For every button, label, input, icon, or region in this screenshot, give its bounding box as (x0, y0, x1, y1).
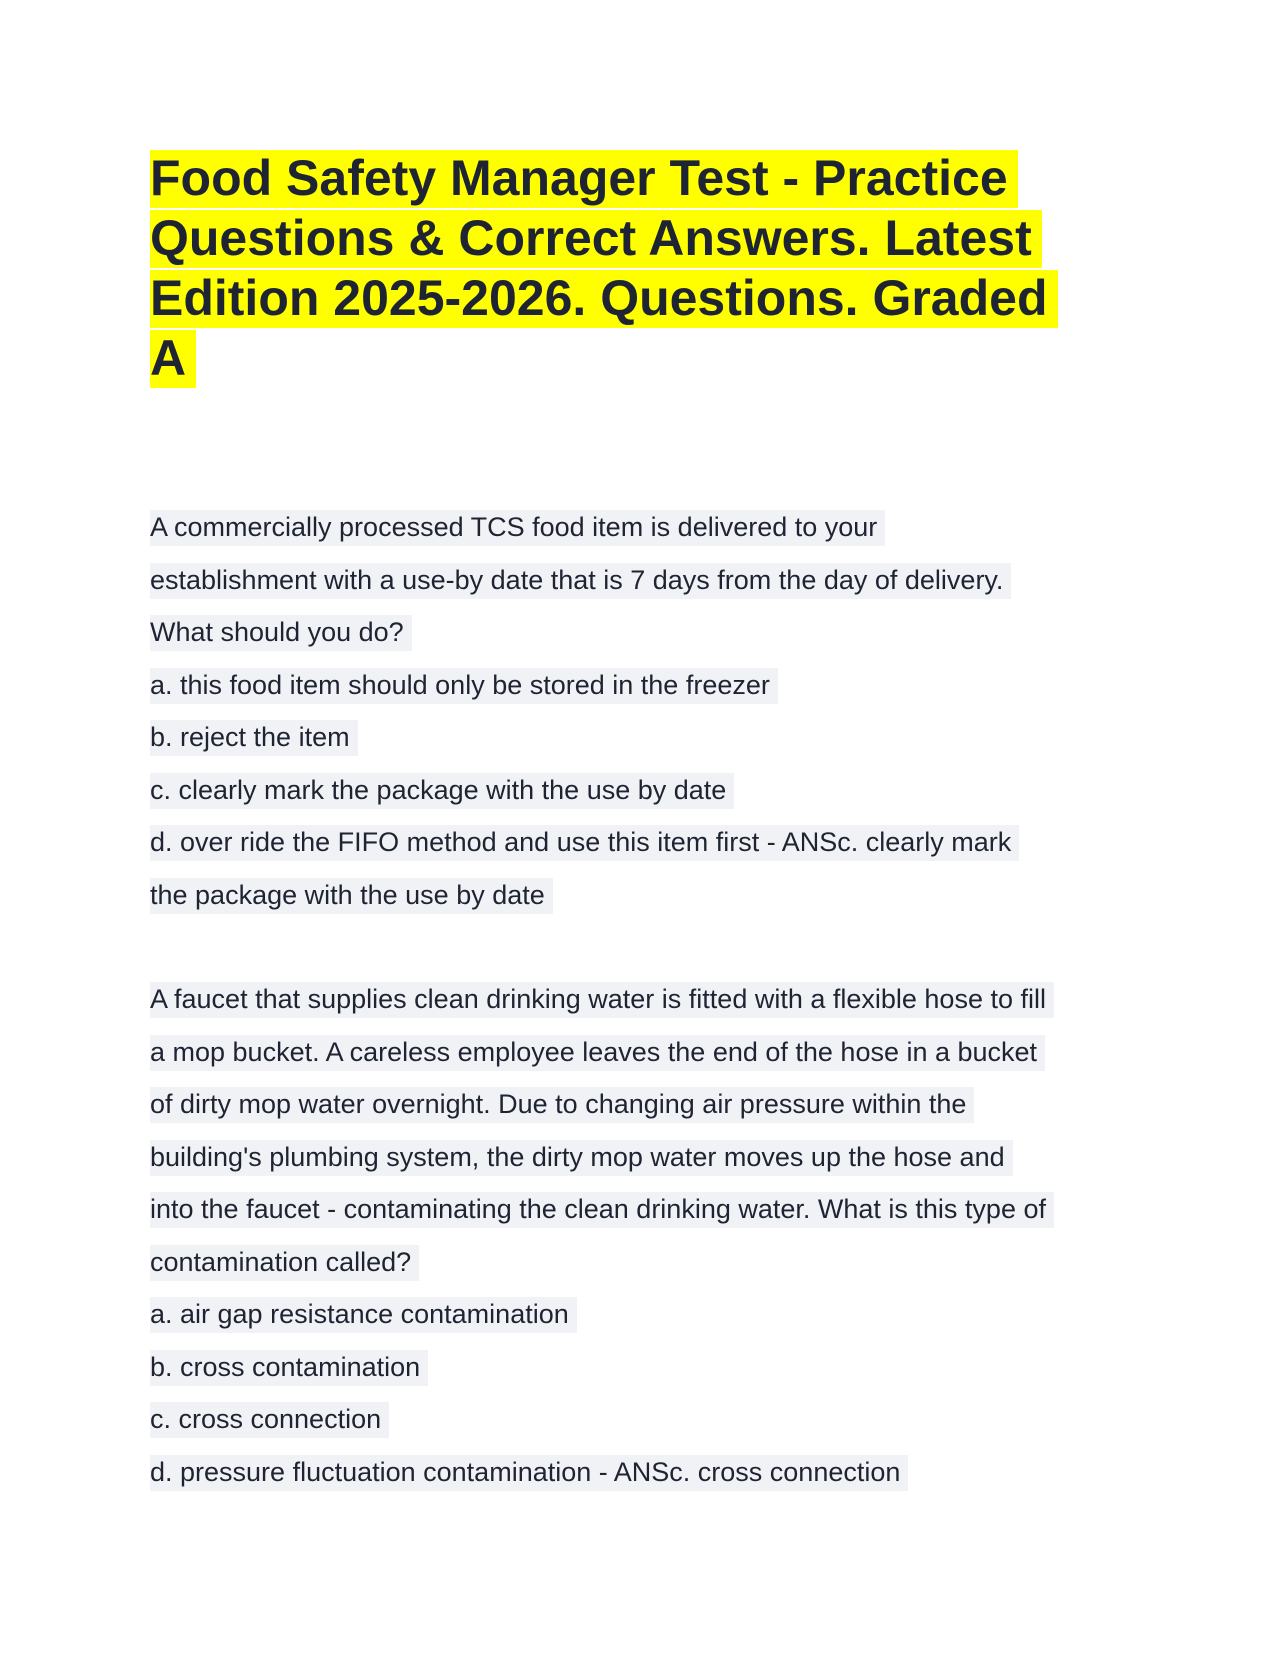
question-line (150, 554, 1130, 607)
title-line: Food Safety Manager Test - Practice (150, 150, 1018, 208)
option-d: d. pressure fluctuation contamination - ANSc. cross connection (150, 1455, 908, 1491)
option-c: c. cross connection (150, 1402, 389, 1438)
question-line (150, 973, 1130, 1026)
document-page (150, 148, 1130, 1550)
option-b: b. reject the item (150, 720, 358, 756)
question-text: A commercially processed TCS food item is delivered to your (150, 510, 885, 546)
question-text: A faucet that supplies clean drinking water is fitted with a flexible hose to fill (150, 982, 1054, 1018)
question-text: contamination called? (150, 1245, 419, 1281)
answer-text (150, 869, 1130, 922)
question-text: of dirty mop water overnight. Due to changing air pressure within the (150, 1087, 974, 1123)
question-text: building's plumbing system, the dirty mop water moves up the hose and (150, 1140, 1013, 1176)
title-line: Questions & Correct Answers. Latest (150, 210, 1042, 268)
answer-option (150, 1341, 1130, 1394)
option-a: a. this food item should only be stored in the freezer (150, 668, 778, 704)
title-line: A (150, 330, 196, 388)
question-text: into the faucet - contaminating the clean drinking water. What is this type of (150, 1192, 1054, 1228)
question-line (150, 501, 1130, 554)
answer-option (150, 764, 1130, 817)
question-line (150, 606, 1130, 659)
option-a: a. air gap resistance contamination (150, 1297, 577, 1333)
option-c: c. clearly mark the package with the use by date (150, 773, 734, 809)
question-line (150, 1131, 1130, 1184)
option-d: d. over ride the FIFO method and use this item first - ANSc. clearly mark (150, 825, 1019, 861)
question-block-1 (150, 501, 1130, 921)
question-line (150, 1183, 1130, 1236)
question-text: establishment with a use-by date that is 7 days from the day of delivery. (150, 563, 1011, 599)
question-line (150, 1026, 1130, 1079)
question-block-2 (150, 973, 1130, 1498)
answer-option (150, 1288, 1130, 1341)
question-text: a mop bucket. A careless employee leaves the end of the hose in a bucket (150, 1035, 1045, 1071)
question-line (150, 1078, 1130, 1131)
option-b: b. cross contamination (150, 1350, 428, 1386)
answer-option (150, 816, 1130, 869)
question-list (150, 501, 1130, 1498)
answer-option (150, 1446, 1130, 1499)
answer-option (150, 711, 1130, 764)
answer-option (150, 1393, 1130, 1446)
title-line: Edition 2025-2026. Questions. Graded (150, 270, 1058, 328)
answer-continuation: the package with the use by date (150, 878, 553, 914)
answer-option (150, 659, 1130, 712)
question-text: What should you do? (150, 615, 412, 651)
question-line (150, 1236, 1130, 1289)
document-title (150, 148, 1130, 388)
